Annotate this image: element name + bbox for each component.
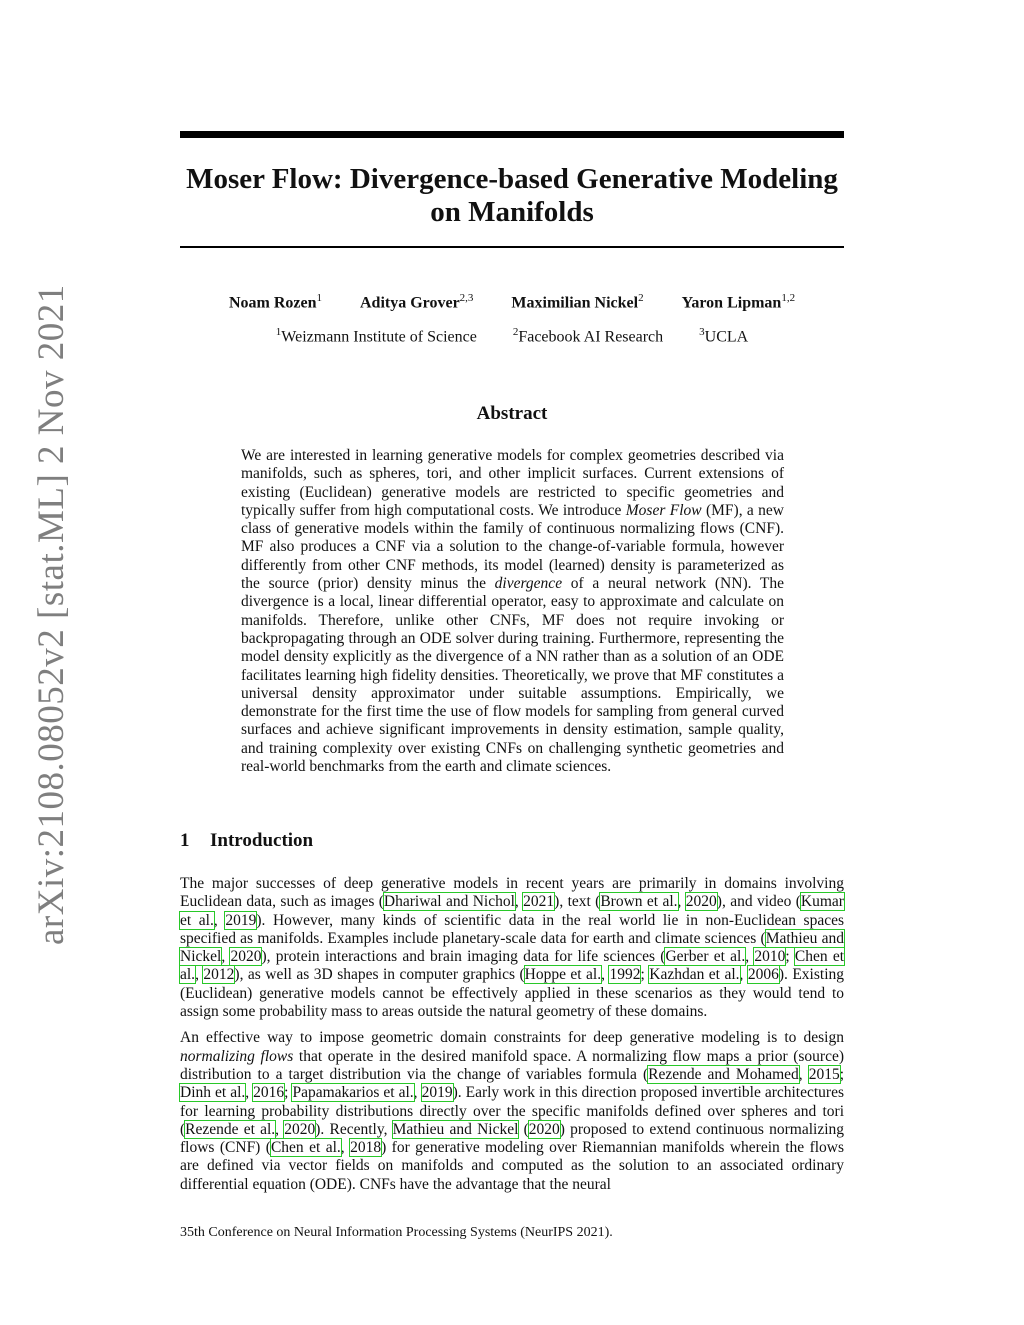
title-line-2: on Manifolds (430, 196, 594, 228)
citation-link[interactable]: 2020 (528, 1120, 560, 1138)
citation-link[interactable]: Dinh et al. (180, 1084, 246, 1102)
citation-link[interactable]: 2021 (523, 893, 555, 911)
citation-link[interactable]: Kazhdan et al. (649, 966, 740, 984)
title-bottom-rule (180, 246, 844, 248)
citation-link[interactable]: 2012 (203, 966, 235, 984)
title-top-rule (180, 131, 844, 138)
author: Noam Rozen$^1$ (228, 292, 322, 312)
citation-link[interactable]: Dhariwal and Nichol (383, 893, 515, 911)
affiliation: $^1$Weizmann Institute of Science (275, 326, 477, 346)
citation-link[interactable]: 1992 (609, 966, 641, 984)
title-line-1: Moser Flow: Divergence-based Generative Modeling (186, 163, 838, 195)
conference-footnote: 35th Conference on Neural Information Processing Systems (NeurIPS 2021). (180, 1225, 613, 1240)
introduction-body (180, 875, 844, 1202)
citation-link[interactable]: 2015 (808, 1065, 840, 1083)
section-number: 1 (180, 830, 190, 851)
citation-link[interactable]: 2020 (685, 893, 717, 911)
affiliation: $^3$UCLA (699, 326, 749, 346)
abstract-body: We are interested in learning generative models for complex geometries described via manifolds, such as spheres, tori, and other implicit surfaces. Current extensions of existing (Euclidean) generative models are restricted to specific geometries and typically suffer from high computational costs. We introduce Moser Flow (MF), a new class of generative models within the family of continuous normalizing flows (CNF). MF also produces a CNF via a solution to the change-of-variable formula, however differently from other CNF methods, its model (learned) density is parameterized as the source (prior) density minus the divergence of a neural network (NN). The divergence is a local, linear differential operator, easy to approximate and calculate on manifolds. Therefore, unlike other CNFs, MF does not require invoking or backpropagating through an ODE solver during training. Furthermore, representing the model density explicitly as the divergence of a NN rather than as a solution of an ODE facilitates learning high fidelity densities. Theoretically, we prove that MF constitutes a universal density approximator under suitable assumptions. Empirically, we demonstrate for the first time the use of flow models for sampling from general curved surfaces and achieve significant improvements in density estimation, sample quality, and training complexity over existing CNFs on challenging synthetic geometries and real-world benchmarks from the earth and climate sciences. (241, 447, 785, 776)
citation-link[interactable]: 2018 (350, 1139, 382, 1157)
citation-link[interactable]: Mathieu and Nickel (180, 929, 844, 966)
citation-link[interactable]: Gerber et al. (665, 948, 746, 966)
abstract-heading: Abstract (476, 403, 548, 424)
author-list (180, 292, 844, 312)
citation-link[interactable]: Rezende and Mohamed (648, 1065, 799, 1083)
citation-link[interactable]: 2010 (754, 948, 786, 966)
citation-link[interactable]: 2019 (421, 1084, 453, 1102)
author: Maximilian Nickel$^2$ (511, 292, 644, 312)
paragraph: The major successes of deep generative models in recent years are primarily in domains involving Euclidean data, such as images (Dhariwal and Nichol, 2021), text (Brown et al., 2020), and video (Kumar et al., 2019). However, many kinds of scientific data in the real world lie in non-Euclidean spaces specified as manifolds. Examples include planetary-scale data for earth and climate sciences (Mathieu and Nickel, 2020), protein interactions and brain imaging data for life sciences (Gerber et al., 2010; Chen et al., 2012), as well as 3D shapes in computer graphics (Hoppe et al., 1992; Kazhdan et al., 2006). Existing (Euclidean) generative models cannot be effectively applied in these scenarios as they would tend to assign some probability mass to areas outside the natural geometry of these domains. (180, 875, 845, 1021)
affiliation: $^2$Facebook AI Research (512, 326, 664, 346)
arxiv-identifier-stamp: arXiv:2108.08052v2 [stat.ML] 2 Nov 2021 (31, 284, 72, 945)
section-title: Introduction (210, 830, 314, 851)
citation-link[interactable]: Kumar et al. (180, 893, 844, 929)
author: Aditya Grover$^{2,3}$ (359, 292, 474, 312)
citation-link[interactable]: 2016 (253, 1084, 285, 1102)
author: Yaron Lipman$^{1,2}$ (681, 292, 796, 312)
citation-link[interactable]: 2006 (747, 966, 779, 984)
citation-link[interactable]: Mathieu and Nickel (392, 1120, 519, 1138)
citation-link[interactable]: 2020 (284, 1120, 316, 1138)
section-heading-introduction (180, 830, 313, 852)
paragraph: An effective way to impose geometric domain constraints for deep generative modeling is to design normalizing flows that operate in the desired manifold space. A normalizing flow maps a prior (source) distribution to a target distribution via the change of variables formula (Rezende and Mohamed, 2015; Dinh et al., 2016; Papamakarios et al., 2019). Early work in this direction proposed invertible architectures for learning probability distributions directly over the specific manifolds defined over spheres and tori (Rezende et al., 2020). Recently, Mathieu and Nickel (2020) proposed to extend continuous normalizing flows (CNF) (Chen et al., 2018) for generative modeling over Riemannian manifolds wherein the flows are defined via vector fields on manifolds and computed as the solution to an associated ordinary differential equation (ODE). CNFs have the advantage that the neural (180, 1029, 845, 1193)
paper-title (180, 163, 844, 229)
affiliation-list (180, 326, 844, 346)
citation-link[interactable]: Brown et al. (600, 893, 678, 911)
citation-link[interactable]: Rezende et al. (185, 1120, 276, 1138)
citation-link[interactable]: 2020 (230, 948, 262, 966)
citation-link[interactable]: Chen et al. (270, 1139, 341, 1157)
citation-link[interactable]: Hoppe et al. (524, 966, 602, 984)
citation-link[interactable]: Chen et al. (180, 948, 845, 984)
citation-link[interactable]: Papamakarios et al. (292, 1084, 414, 1102)
citation-link[interactable]: 2019 (225, 911, 257, 929)
